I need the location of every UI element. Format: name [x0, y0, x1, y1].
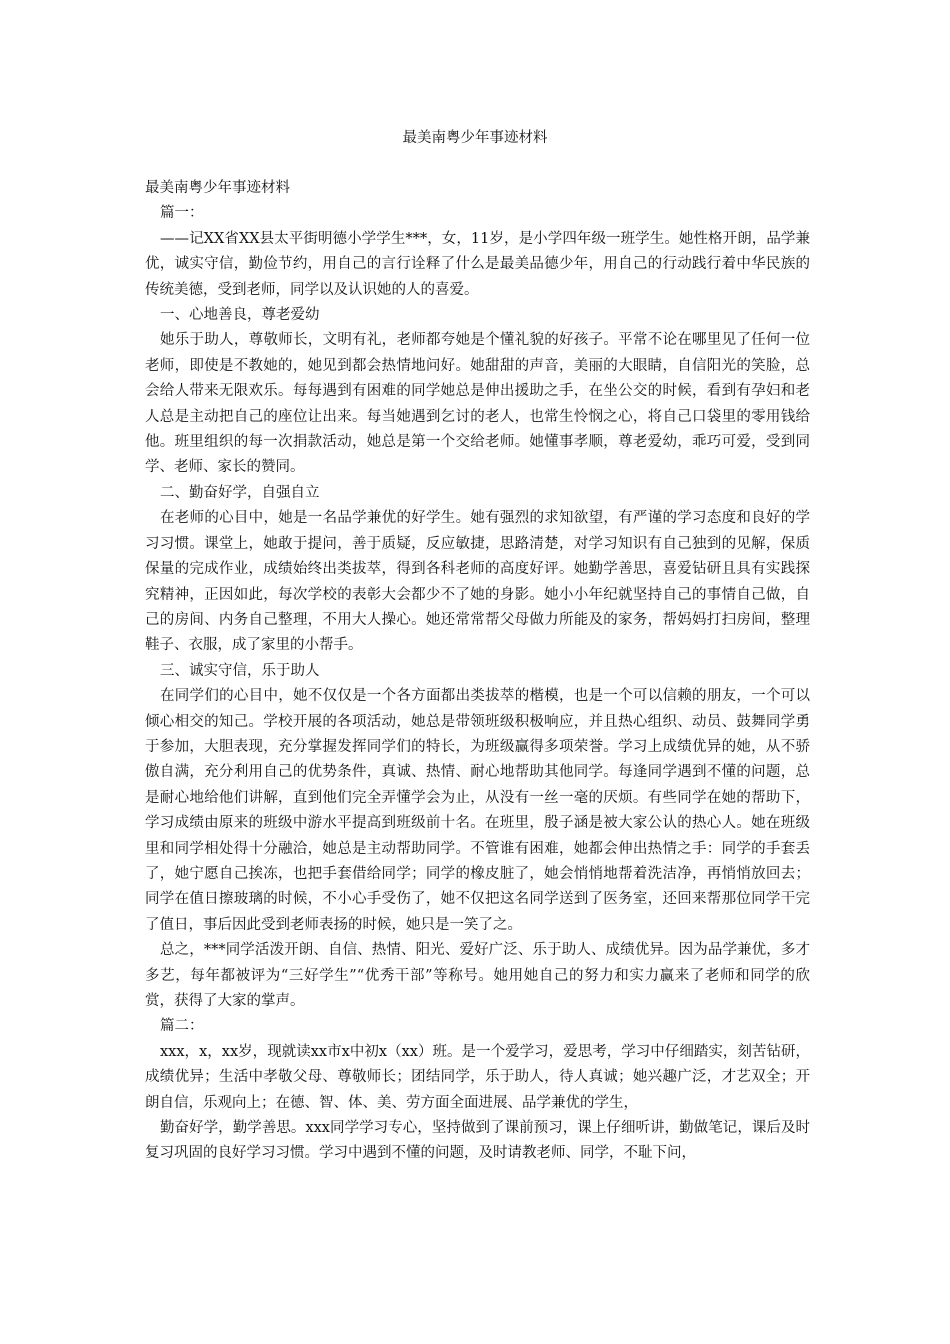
paragraph: 在老师的心目中，她是一名品学兼优的好学生。她有强烈的求知欲望，有严谨的学习态度和良好的学习习惯。课堂上，她敢于提问，善于质疑，反应敏捷，思路清楚，对学习知识有自己独到的见解，保质保量的完成作业，成绩始终出类拔萃，得到各科老师的高度好评。她勤学善思，喜爱钻研且具有实践探究精神，正因如此，每次学校的表彰大会都少不了她的身影。她小小年纪就坚持自己的事情自己做，自己的房间、内务自己整理，不用大人操心。她还常常帮父母做力所能及的家务，帮妈妈打扫房间，整理鞋子、衣服，成了家里的小帮手。 [145, 510, 810, 654]
section-heading-1: 一、心地善良，尊老爱幼 [160, 307, 320, 324]
summary-paragraph: 总之，***同学活泼开朗、自信、热情、阳光、爱好广泛、乐于助人、成绩优异。因为品学兼优，多才多艺，每年都被评为“三好学生”“优秀干部”等称号。她用她自己的努力和实力赢来了老师和同学的欣赏，获得了大家的掌声。 [145, 942, 810, 1009]
section-heading-2: 二、勤奋好学，自强自立 [160, 484, 320, 501]
paragraph: 勤奋好学，勤学善思。xxx同学学习专心，坚持做到了课前预习，课上仔细听讲，勤做笔记，课后及时复习巩固的良好学习习惯。学习中遇到不懂的问题，及时请教老师、同学，不耻下问， [145, 1120, 810, 1162]
paragraph: 她乐于助人，尊敬师长，文明有礼，老师都夸她是个懂礼貌的好孩子。平常不论在哪里见了任何一位老师，即使是不教她的，她见到都会热情地问好。她甜甜的声音，美丽的大眼睛，自信阳光的笑脸，总会给人带来无限欢乐。每每遇到有困难的同学她总是伸出援助之手，在坐公交的时候，看到有孕妇和老人总是主动把自己的座位让出来。每当她遇到乞讨的老人，也常生怜悯之心，将自己口袋里的零用钱给他。班里组织的每一次捐款活动，她总是第一个交给老师。她懂事孝顺，尊老爱幼，乖巧可爱，受到同学、老师、家长的赞同。 [145, 332, 810, 476]
section-label-part-one: 篇一： [160, 205, 204, 222]
paragraph: 在同学们的心目中，她不仅仅是一个各方面都出类拔萃的楷模，也是一个可以信赖的朋友，一个可以倾心相交的知己。学校开展的各项活动，她总是带领班级积极响应，并且热心组织、动员、鼓舞同学勇于参加，大胆表现，充分掌握发挥同学们的特长，为班级赢得多项荣誉。学习上成绩优异的她，从不骄傲自满，充分利用自己的优势条件，真诚、热情、耐心地帮助其他同学。每逢同学遇到不懂的问题，总是耐心地给他们讲解，直到他们完全弄懂学会为止，从没有一丝一毫的厌烦。有些同学在她的帮助下，学习成绩由原来的班级中游水平提高到班级前十名。在班里，殷子涵是被大家公认的热心人。她在班级里和同学相处得十分融洽，她总是主动帮助同学。不管谁有困难，她都会伸出热情之手：同学的手套丢了，她宁愿自己挨冻，也把手套借给同学；同学的橡皮脏了，她会悄悄地帮着洗洁净，再悄悄放回去；同学在值日擦玻璃的时候，不小心手受伤了，她不仅把这名同学送到了医务室，还回来帮那位同学干完了值日，事后因此受到老师表扬的时候，她只是一笑了之。 [145, 688, 810, 933]
paragraph: xxx，x，xx岁，现就读xx市x中初x（xx）班。是一个爱学习，爱思考，学习中仔细踏实，刻苦钻研，成绩优异；生活中孝敬父母、尊敬师长；团结同学，乐于助人，待人真诚；她兴趣广泛，才艺双全；开朗自信，乐观向上；在德、智、体、美、劳方面全面进展、品学兼优的学生， [145, 1043, 810, 1111]
section-label-part-two: 篇二： [160, 1018, 204, 1035]
document-body [145, 176, 810, 1167]
intro-paragraph: ——记XX省XX县太平街明德小学学生***，女，11岁，是小学四年级一班学生。她性格开朗，品学兼优，诚实守信，勤俭节约，用自己的言行诠释了什么是最美品德少年，用自己的行动践行着中华民族的传统美德，受到老师，同学以及认识她的人的喜爱。 [145, 230, 810, 298]
document-title: 最美南粤少年事迹材料 [402, 130, 548, 146]
document-subtitle: 最美南粤少年事迹材料 [145, 180, 290, 196]
section-heading-3: 三、诚实守信，乐于助人 [160, 662, 320, 679]
